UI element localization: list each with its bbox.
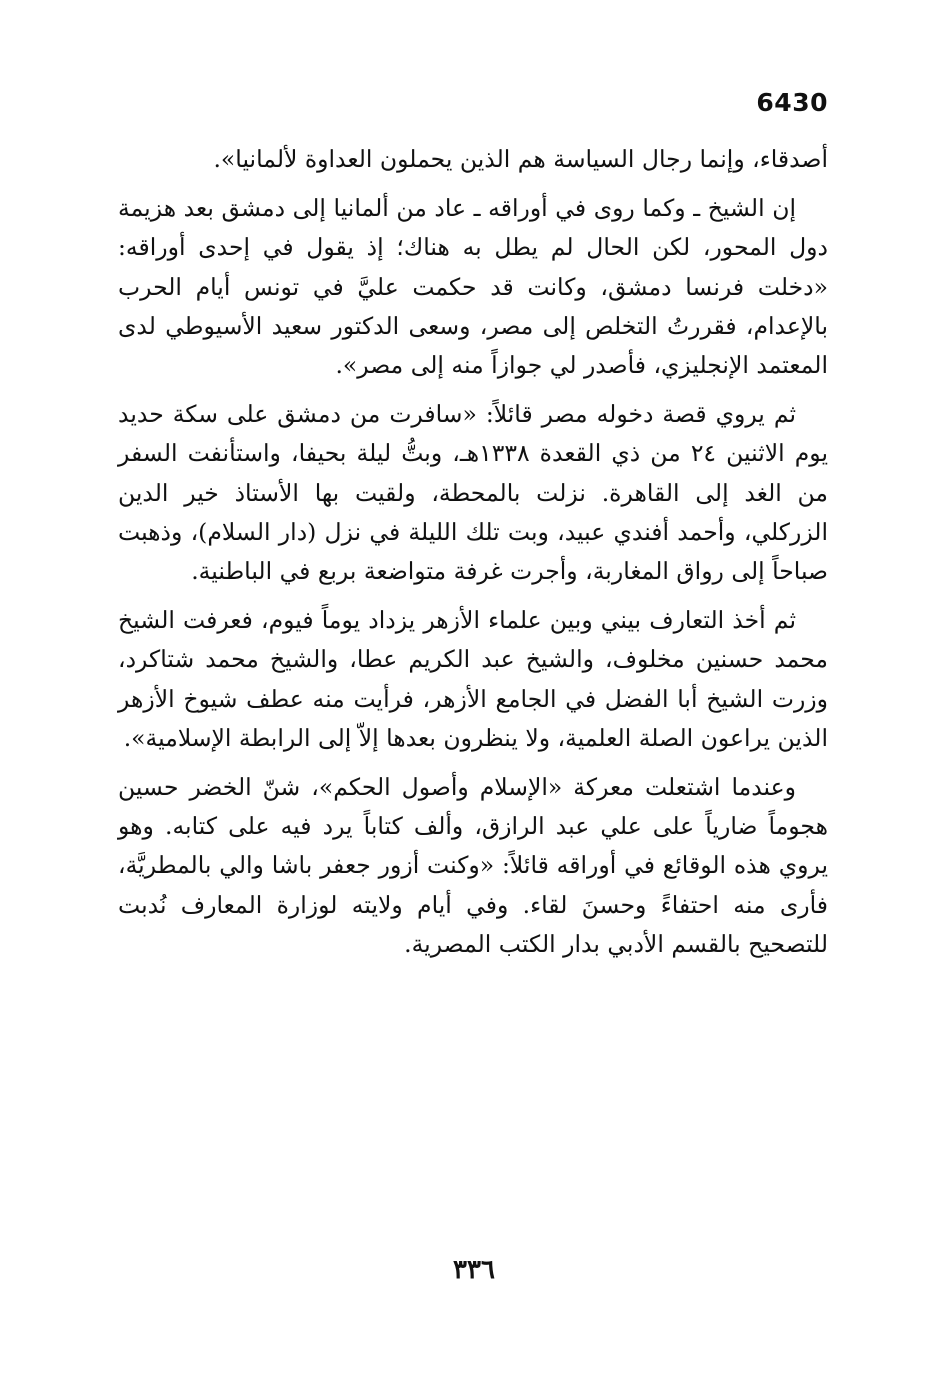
document-id: 6430: [756, 88, 828, 117]
body-text: [118, 140, 828, 974]
paragraph-2: إن الشيخ ـ وكما روى في أوراقه ـ عاد من ألمانيا إلى دمشق بعد هزيمة دول المحور، لكن الحال لم يطل به هناك؛ إذ يقول في إحدى أوراقه: «دخلت فرنسا دمشق، وكانت قد حكمت عليَّ في تونس أيام الحرب بالإعدام، فقررتُ التخلص إلى مصر، وسعى الدكتور سعيد الأسيوطي لدى المعتمد الإنجليزي، فأصدر لي جوازاً منه إلى مصر».: [118, 194, 828, 380]
paragraph-5: وعندما اشتعلت معركة «الإسلام وأصول الحكم»، شنّ الخضر حسين هجوماً ضارياً على علي عبد الرازق، وألف كتاباً يرد فيه على كتابه. وهو يروي هذه الوقائع في أوراقه قائلاً: «وكنت أزور جعفر باشا والي بالمطريَّة، فأرى منه احتفاءً وحسنَ لقاء. وفي أيام ولايته لوزارة المعارف نُدبت للتصحيح بالقسم الأدبي بدار الكتب المصرية.: [118, 773, 828, 958]
page-number: ٣٣٦: [453, 1255, 495, 1285]
paragraph-4: ثم أخذ التعارف بيني وبين علماء الأزهر يزداد يوماً فيوم، فعرفت الشيخ محمد حسنين مخلوف، والشيخ عبد الكريم عطا، والشيخ محمد شتاكرد، وزرت الشيخ أبا الفضل في الجامع الأزهر، فرأيت منه عطف شيوخ الأزهر الذين يراعون الصلة العلمية، ولا ينظرون بعدها إلاّ إلى الرابطة الإسلامية».: [118, 606, 828, 752]
paragraph-3: ثم يروي قصة دخوله مصر قائلاً: «سافرت من دمشق على سكة حديد يوم الاثنين ٢٤ من ذي القعدة ١٣٣٨هـ، وبتُّ ليلة بحيفا، واستأنفت السفر من الغد إلى القاهرة. نزلت بالمحطة، ولقيت بها الأستاذ خير الدين الزركلي، وأحمد أفندي عبيد، وبت تلك الليلة في نزل (دار السلام)، وذهبت صباحاً إلى رواق المغاربة، وأجرت غرفة متواضعة بربع في الباطنية.: [118, 400, 828, 586]
paragraph-1: أصدقاء، وإنما رجال السياسة هم الذين يحملون العداوة لألمانيا».: [213, 145, 828, 173]
